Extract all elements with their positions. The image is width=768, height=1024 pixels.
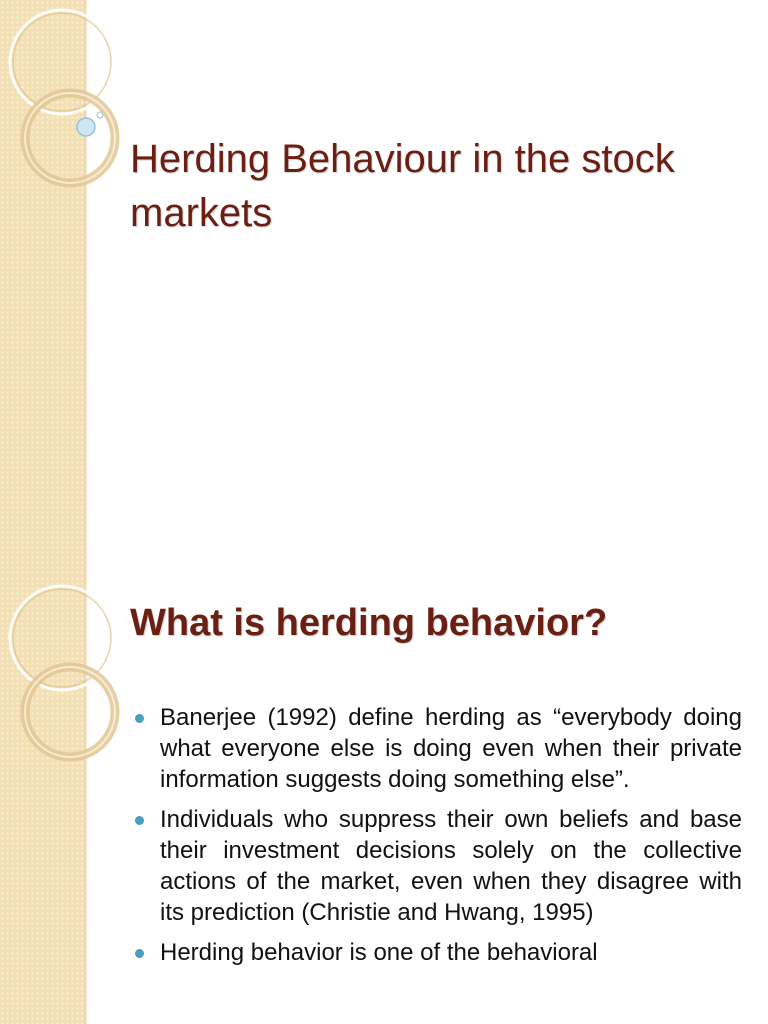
bullet-dot-icon <box>135 714 144 723</box>
slide-content <box>0 576 768 1024</box>
bullet-text: Herding behavior is one of the behavioral <box>160 939 598 966</box>
bullet-dot-icon <box>135 816 144 825</box>
bullet-item <box>130 804 742 928</box>
bullet-item <box>130 702 742 795</box>
decorative-rings-icon <box>0 576 140 1024</box>
slide-heading: What is herding behavior? <box>130 602 608 644</box>
bullet-text: Banerjee (1992) define herding as “everybody doing what everyone else is doing even when their private information suggests doing something else”. <box>160 704 742 793</box>
bullet-text: Individuals who suppress their own beliefs and base their investment decisions solely on the collective actions of the market, even when they disagree with its prediction (Christie and Hwang, 1995) <box>160 806 742 926</box>
decorative-rings-icon <box>0 0 140 576</box>
bullet-dot-icon <box>135 949 144 958</box>
slide-title-text: Herding Behaviour in the stock markets <box>130 137 675 235</box>
bullet-list <box>130 702 742 977</box>
bullet-item <box>130 937 742 968</box>
